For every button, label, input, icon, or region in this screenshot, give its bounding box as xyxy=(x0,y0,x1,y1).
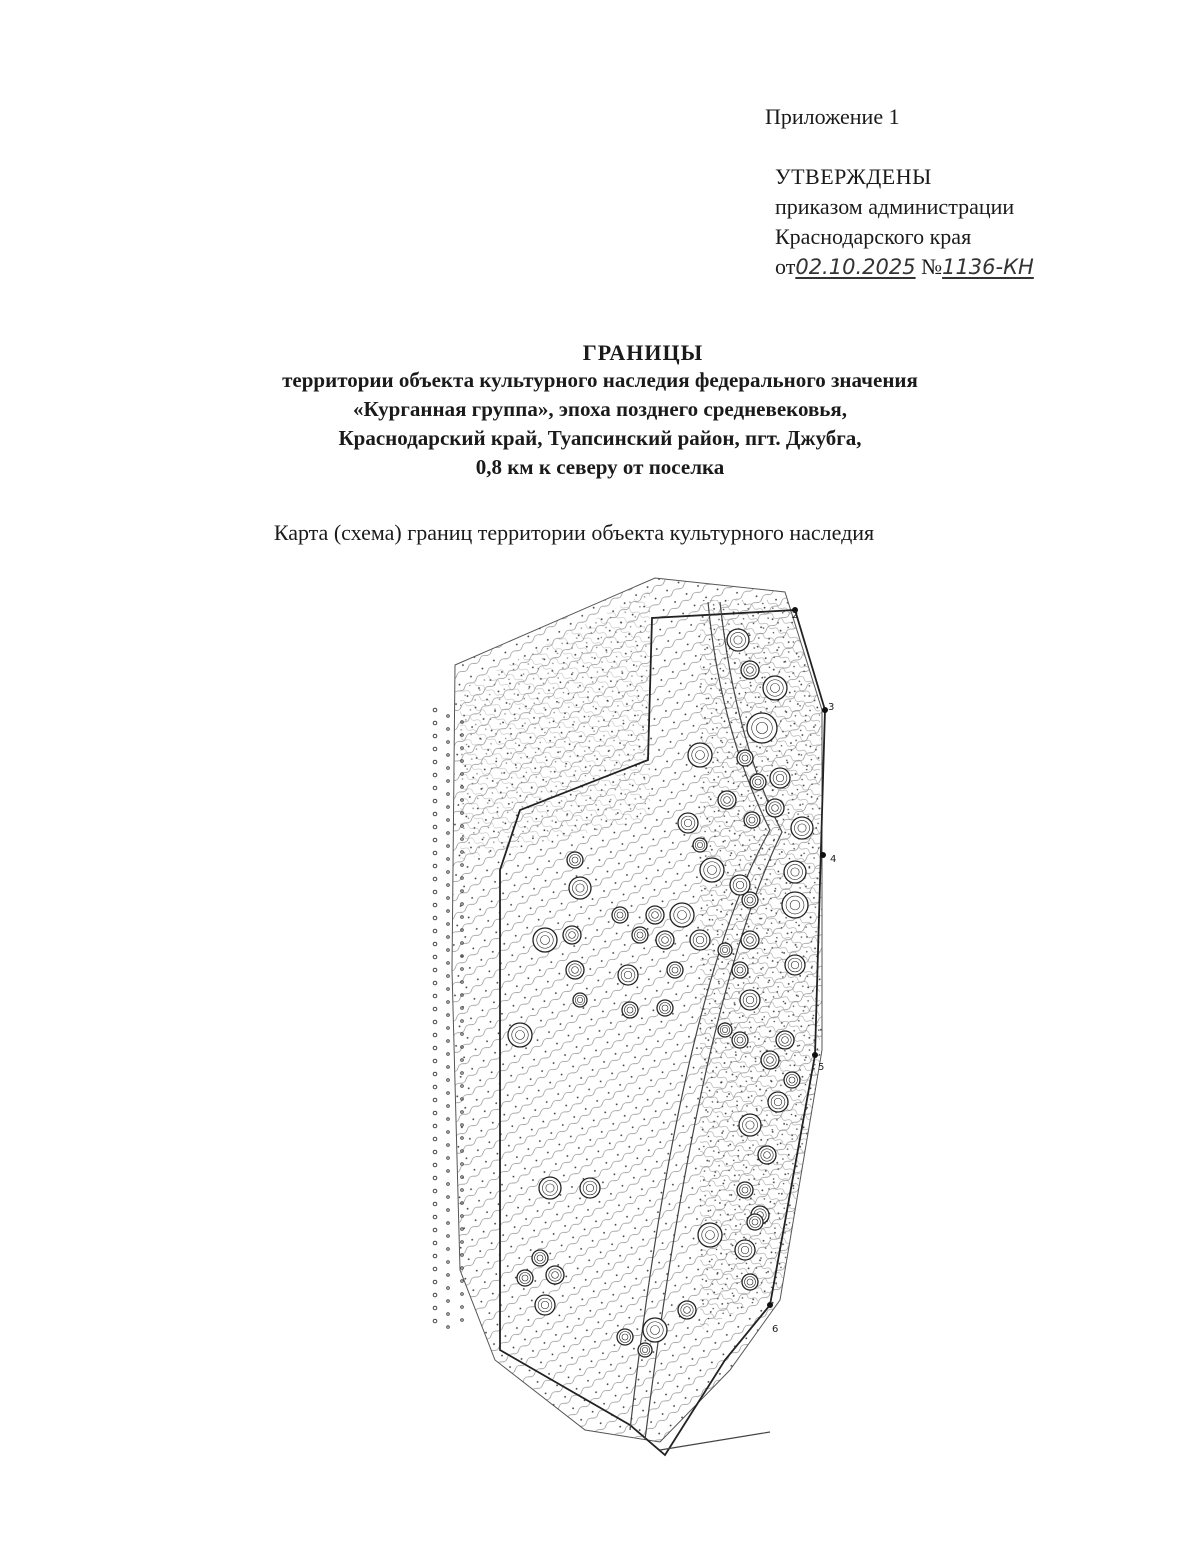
boundary-marker-dot xyxy=(447,936,450,939)
boundary-marker-dot xyxy=(447,988,450,991)
mound-circle xyxy=(747,1214,763,1230)
boundary-marker-dot xyxy=(433,708,437,712)
boundary-marker-dot xyxy=(447,1014,450,1017)
boundary-marker-dot xyxy=(447,1040,450,1043)
boundary-marker-dot xyxy=(433,1280,437,1284)
document-heading xyxy=(0,340,1200,482)
boundary-marker-dot xyxy=(461,1280,464,1283)
boundary-marker-dot xyxy=(433,1033,437,1037)
boundary-marker-dot xyxy=(433,1306,437,1310)
boundary-marker-dot xyxy=(447,1105,450,1108)
boundary-marker-dot xyxy=(433,942,437,946)
boundary-marker-dot xyxy=(433,1254,437,1258)
mound-circle xyxy=(744,812,760,828)
boundary-marker-dot xyxy=(447,1092,450,1095)
mound-circle xyxy=(732,1032,748,1048)
mound-circle xyxy=(735,1240,755,1260)
boundary-marker-dot xyxy=(447,715,450,718)
boundary-marker-dot xyxy=(447,1235,450,1238)
boundary-marker-dot xyxy=(447,1157,450,1160)
boundary-marker-dot xyxy=(433,929,437,933)
boundary-marker-dot xyxy=(447,897,450,900)
boundary-marker-dot xyxy=(433,799,437,803)
boundary-marker-dot xyxy=(447,1196,450,1199)
handwritten-number: 1136-КН xyxy=(942,255,1034,279)
boundary-marker-dot xyxy=(433,981,437,985)
boundary-marker-dot xyxy=(433,1241,437,1245)
mound-circle xyxy=(761,1051,779,1069)
mound-circle xyxy=(750,774,766,790)
boundary-marker-dot xyxy=(447,1183,450,1186)
mound-circle xyxy=(632,927,648,943)
boundary-marker-dot xyxy=(433,1098,437,1102)
heading-line-1: территории объекта культурного наследия федерального значения xyxy=(282,368,918,392)
boundary-marker-dot xyxy=(447,1209,450,1212)
mound-circle xyxy=(612,907,628,923)
boundary-marker-dot xyxy=(433,1085,437,1089)
boundary-marker-dot xyxy=(447,1300,450,1303)
boundary-marker-dot xyxy=(447,910,450,913)
mound-circle xyxy=(678,1301,696,1319)
boundary-marker-dot xyxy=(447,884,450,887)
mound-circle xyxy=(643,1318,667,1342)
boundary-marker-dot xyxy=(433,968,437,972)
boundary-marker-dot xyxy=(447,962,450,965)
boundary-marker-dot xyxy=(447,741,450,744)
boundary-marker-dot xyxy=(433,877,437,881)
point-label-6: 6 xyxy=(772,1324,779,1335)
point-label-3: 3 xyxy=(828,702,835,713)
boundary-marker-dot xyxy=(433,825,437,829)
approval-block xyxy=(775,162,1034,282)
mound-circle xyxy=(646,906,664,924)
mound-circle xyxy=(737,1182,753,1198)
boundary-marker-dot xyxy=(433,1124,437,1128)
boundary-marker-dot xyxy=(447,1118,450,1121)
boundary-marker-dot xyxy=(447,780,450,783)
boundary-marker-dot xyxy=(433,1189,437,1193)
mound-circle xyxy=(732,962,748,978)
boundary-marker-dot xyxy=(433,1072,437,1076)
mound-circle xyxy=(766,799,784,817)
point-label-2: 2 xyxy=(792,610,799,621)
boundary-marker-dot xyxy=(433,1293,437,1297)
heading-line-3: Краснодарский край, Туапсинский район, пгт. Джубга, xyxy=(338,426,862,450)
point-label-5: 5 xyxy=(818,1062,825,1073)
mound-circle xyxy=(517,1270,533,1286)
mound-circle xyxy=(742,892,758,908)
boundary-marker-dot xyxy=(447,949,450,952)
boundary-marker-dot xyxy=(433,1137,437,1141)
boundary-marker-dot xyxy=(447,1066,450,1069)
mound-circle xyxy=(532,1250,548,1266)
boundary-marker-dot xyxy=(433,994,437,998)
mound-circle xyxy=(698,1223,722,1247)
mound-circle xyxy=(785,955,805,975)
boundary-marker-dot xyxy=(433,773,437,777)
boundary-marker-dot xyxy=(433,734,437,738)
mound-circle xyxy=(569,877,591,899)
mound-circle xyxy=(700,858,724,882)
boundary-marker-dot xyxy=(447,1261,450,1264)
mound-circle xyxy=(693,838,707,852)
mound-circle xyxy=(727,629,749,651)
mound-circle xyxy=(741,931,759,949)
mound-circle xyxy=(566,961,584,979)
boundary-marker-dot xyxy=(433,890,437,894)
boundary-marker-dot xyxy=(447,975,450,978)
boundary-marker-dot xyxy=(461,1319,464,1322)
mound-circle xyxy=(718,1023,732,1037)
boundary-map-svg xyxy=(400,570,840,1470)
boundary-marker-dot xyxy=(433,903,437,907)
boundary-marker-dot xyxy=(433,812,437,816)
boundary-marker-dot xyxy=(433,851,437,855)
boundary-marker-dot xyxy=(447,1287,450,1290)
mound-circle xyxy=(741,661,759,679)
mound-circle xyxy=(740,990,760,1010)
mound-circle xyxy=(567,852,583,868)
heading-line-2: «Курганная группа», эпоха позднего средневековья, xyxy=(352,397,848,421)
boundary-marker-dot xyxy=(433,838,437,842)
mound-circle xyxy=(737,750,753,766)
mound-circle xyxy=(638,1343,652,1357)
boundary-marker-dot xyxy=(433,1176,437,1180)
mound-circle xyxy=(784,861,806,883)
boundary-marker-dot xyxy=(433,1111,437,1115)
boundary-marker-dot xyxy=(447,1131,450,1134)
mound-circle xyxy=(563,926,581,944)
appendix-label: Приложение 1 xyxy=(765,104,900,129)
approval-line-1: приказом администрации xyxy=(775,194,1015,219)
map-caption: Карта (схема) границ территории объекта культурного наследия xyxy=(273,520,875,545)
mound-circle xyxy=(763,676,787,700)
boundary-marker-dot xyxy=(433,1046,437,1050)
boundary-marker-dot xyxy=(447,1170,450,1173)
boundary-marker-dot xyxy=(433,1215,437,1219)
boundary-marker-dot xyxy=(433,1319,437,1323)
mound-circle xyxy=(617,1329,633,1345)
boundary-marker-dot xyxy=(433,747,437,751)
boundary-marker-dot xyxy=(447,806,450,809)
boundary-marker-dot xyxy=(447,1027,450,1030)
boundary-marker-dot xyxy=(433,786,437,790)
boundary-marker-dot xyxy=(447,845,450,848)
mound-circle xyxy=(718,943,732,957)
boundary-marker-dot xyxy=(433,1228,437,1232)
date-prefix: от xyxy=(775,254,796,279)
heading-line-4: 0,8 км к северу от поселка xyxy=(475,455,725,479)
approval-title: УТВЕРЖДЕНЫ xyxy=(775,164,932,189)
boundary-marker-dot xyxy=(447,1001,450,1004)
boundary-marker-dot xyxy=(447,1222,450,1225)
boundary-marker-dot xyxy=(447,1144,450,1147)
boundary-marker-dot xyxy=(447,858,450,861)
boundary-marker-dot xyxy=(433,916,437,920)
boundary-marker-dot xyxy=(433,864,437,868)
mound-circle xyxy=(533,928,557,952)
mound-circle xyxy=(539,1177,561,1199)
boundary-marker-dot xyxy=(461,1293,464,1296)
boundary-map xyxy=(400,570,840,1470)
boundary-marker-dot xyxy=(433,1020,437,1024)
mound-circle xyxy=(739,1114,761,1136)
vertex-point-4 xyxy=(820,852,826,858)
mound-circle xyxy=(718,791,736,809)
boundary-marker-dot xyxy=(433,1202,437,1206)
boundary-marker-dot xyxy=(447,767,450,770)
number-prefix: № xyxy=(921,254,943,279)
mound-circle xyxy=(776,1031,794,1049)
mound-circle xyxy=(782,892,808,918)
vertex-point-5 xyxy=(812,1052,818,1058)
boundary-marker-dot xyxy=(447,1313,450,1316)
mound-circle xyxy=(656,931,674,949)
boundary-marker-dot xyxy=(447,1326,450,1329)
mound-circle xyxy=(678,813,698,833)
mound-circle xyxy=(573,993,587,1007)
mound-circle xyxy=(618,965,638,985)
boundary-marker-dot xyxy=(433,1007,437,1011)
lower-road xyxy=(660,1432,770,1450)
boundary-marker-dot xyxy=(447,754,450,757)
boundary-marker-dot xyxy=(447,871,450,874)
heading-subtitle xyxy=(0,366,1200,482)
mound-circle xyxy=(670,903,694,927)
boundary-marker-dot xyxy=(447,832,450,835)
boundary-marker-dot xyxy=(433,1267,437,1271)
mound-circle xyxy=(657,1000,673,1016)
point-label-4: 4 xyxy=(830,854,837,865)
boundary-marker-dot xyxy=(433,955,437,959)
boundary-marker-dot xyxy=(447,819,450,822)
vertex-point-6 xyxy=(767,1302,773,1308)
mound-circle xyxy=(768,1092,788,1112)
mound-circle xyxy=(546,1266,564,1284)
boundary-marker-dot xyxy=(447,1079,450,1082)
mound-circle xyxy=(784,1072,800,1088)
boundary-marker-dot xyxy=(433,1163,437,1167)
boundary-marker-dot xyxy=(447,923,450,926)
mound-circle xyxy=(688,743,712,767)
mound-circle xyxy=(747,713,777,743)
mound-circle xyxy=(742,1274,758,1290)
boundary-marker-dot xyxy=(461,1306,464,1309)
approval-line-2: Краснодарского края xyxy=(775,224,972,249)
boundary-marker-dot xyxy=(433,721,437,725)
mound-circle xyxy=(667,962,683,978)
mound-circle xyxy=(791,817,813,839)
boundary-marker-dot xyxy=(433,1150,437,1154)
mound-circle xyxy=(758,1146,776,1164)
mound-circle xyxy=(535,1295,555,1315)
mound-circle xyxy=(580,1178,600,1198)
boundary-marker-dot xyxy=(433,1059,437,1063)
mound-circle xyxy=(770,768,790,788)
boundary-marker-dot xyxy=(433,760,437,764)
boundary-marker-dot xyxy=(447,793,450,796)
boundary-marker-dot xyxy=(447,1248,450,1251)
boundary-marker-dot xyxy=(447,1053,450,1056)
handwritten-date: 02.10.2025 xyxy=(795,255,916,279)
mound-circle xyxy=(508,1023,532,1047)
mound-circle xyxy=(622,1002,638,1018)
boundary-marker-dot xyxy=(447,728,450,731)
mound-circle xyxy=(690,930,710,950)
heading-title: ГРАНИЦЫ xyxy=(582,340,704,365)
approval-date-line xyxy=(775,252,1034,282)
boundary-marker-dot xyxy=(447,1274,450,1277)
